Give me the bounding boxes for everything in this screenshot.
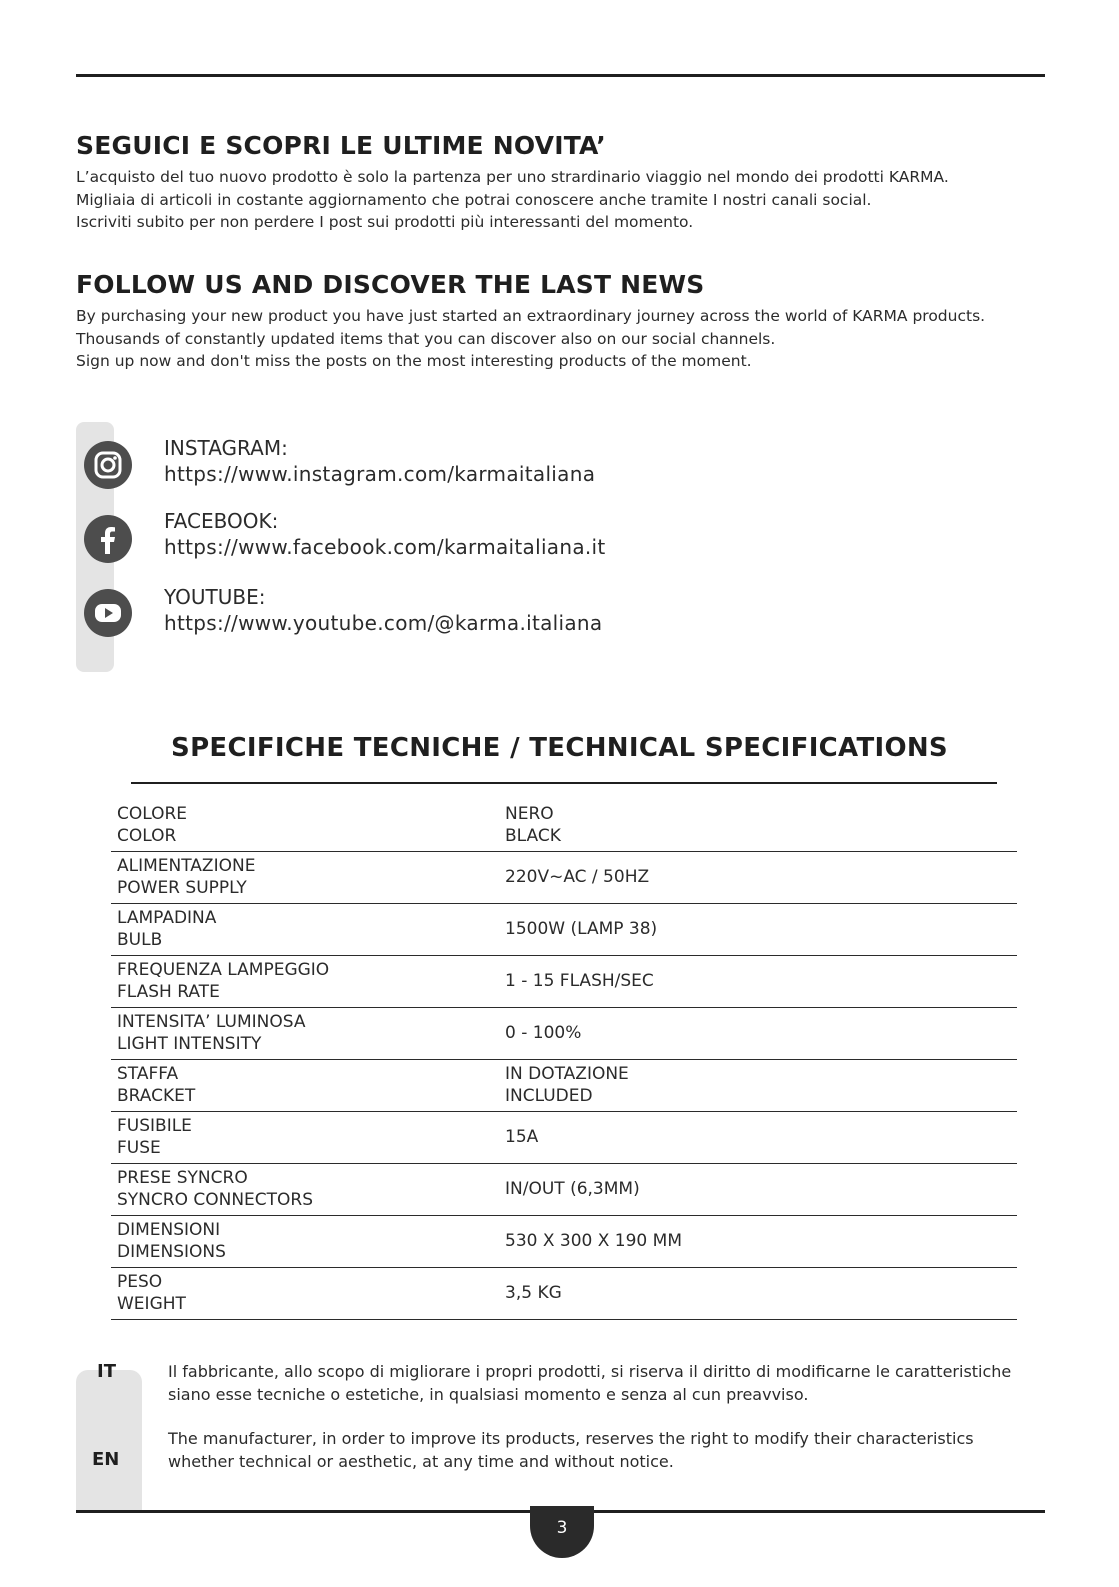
facebook-icon[interactable] (84, 515, 132, 563)
specs-title-divider (131, 782, 997, 784)
specs-title: SPECIFICHE TECNICHE / TECHNICAL SPECIFICATIONS (171, 733, 948, 763)
table-row (111, 1216, 1017, 1268)
lang-tag-en: EN (92, 1449, 120, 1470)
spec-label: FUSIBILE FUSE (117, 1116, 192, 1158)
spec-value: 0 - 100% (505, 1023, 582, 1043)
spec-value: IN/OUT (6,3MM) (505, 1179, 640, 1199)
spec-value: 220V~AC / 50HZ (505, 867, 650, 887)
table-row (111, 1008, 1017, 1060)
social-label-facebook: FACEBOOK: (164, 509, 279, 533)
section-text-it-1: L’acquisto del tuo nuovo prodotto è solo la partenza per uno strardinario viaggio nel mondo dei prodotti KARMA. (76, 168, 949, 186)
notice-text-en: The manufacturer, in order to improve its products, reserves the right to modify their characteristics whether technical or aesthetic, at any time and without notice. (168, 1429, 974, 1471)
section-text-en-2: Thousands of constantly updated items that you can discover also on our social channels. (76, 329, 776, 348)
spec-value: 3,5 KG (505, 1283, 562, 1303)
section-heading-it: SEGUICI E SCOPRI LE ULTIME NOVITA’ (76, 131, 606, 160)
specs-table (111, 800, 1017, 1320)
social-label-instagram: INSTAGRAM: (164, 436, 288, 460)
table-row (111, 956, 1017, 1008)
language-sidebar (76, 1370, 142, 1510)
spec-value: NERO BLACK (505, 804, 561, 846)
table-row (111, 1060, 1017, 1112)
social-link-instagram[interactable]: https://www.instagram.com/karmaitaliana (164, 462, 596, 486)
spec-label: LAMPADINA BULB (117, 908, 217, 950)
table-row (111, 1112, 1017, 1164)
social-label-youtube: YOUTUBE: (164, 585, 266, 609)
social-entry-youtube (164, 584, 602, 636)
section-english (76, 270, 1051, 373)
spec-value: IN DOTAZIONE INCLUDED (505, 1064, 629, 1106)
spec-label: ALIMENTAZIONE POWER SUPPLY (117, 856, 256, 898)
page-number: 3 (530, 1506, 594, 1558)
section-text-it-2: Migliaia di articoli in costante aggiornamento che potrai conoscere anche tramite I nostri canali social. (76, 190, 872, 209)
spec-label: DIMENSIONI DIMENSIONS (117, 1220, 226, 1262)
lang-tag-it: IT (97, 1361, 116, 1382)
table-row (111, 1164, 1017, 1216)
instagram-icon[interactable] (84, 441, 132, 489)
table-row (111, 852, 1017, 904)
spec-label: STAFFA BRACKET (117, 1064, 196, 1106)
spec-value: 1500W (LAMP 38) (505, 919, 658, 939)
table-row (111, 800, 1017, 852)
section-text-en-1: By purchasing your new product you have just started an extraordinary journey across the world of KARMA products. (76, 307, 986, 325)
social-entry-facebook (164, 508, 606, 560)
spec-label: PESO WEIGHT (117, 1272, 186, 1314)
spec-value: 15A (505, 1127, 539, 1147)
spec-label: INTENSITA’ LUMINOSA LIGHT INTENSITY (117, 1012, 306, 1054)
spec-label: COLORE COLOR (117, 804, 188, 846)
section-text-en-3: Sign up now and don't miss the posts on the most interesting products of the moment. (76, 352, 752, 370)
social-entry-instagram (164, 435, 595, 487)
youtube-icon[interactable] (84, 589, 132, 637)
section-italian (76, 131, 1051, 234)
social-link-facebook[interactable]: https://www.facebook.com/karmaitaliana.it (164, 535, 606, 559)
section-heading-en: FOLLOW US AND DISCOVER THE LAST NEWS (76, 270, 705, 299)
top-divider (76, 74, 1045, 77)
social-link-youtube[interactable]: https://www.youtube.com/@karma.italiana (164, 611, 603, 635)
spec-label: PRESE SYNCRO SYNCRO CONNECTORS (117, 1168, 314, 1210)
section-text-it-3: Iscriviti subito per non perdere I post sui prodotti più interessanti del momento. (76, 213, 694, 231)
table-row (111, 1268, 1017, 1320)
table-row (111, 904, 1017, 956)
notice-text-it: Il fabbricante, allo scopo di migliorare i propri prodotti, si riserva il diritto di modificarne le caratteristiche siano esse tecniche o estetiche, in qualsiasi momento e senza al cun preavviso. (168, 1362, 1012, 1404)
spec-value: 1 - 15 FLASH/SEC (505, 971, 654, 991)
spec-value: 530 X 300 X 190 MM (505, 1231, 682, 1251)
spec-label: FREQUENZA LAMPEGGIO FLASH RATE (117, 960, 330, 1002)
